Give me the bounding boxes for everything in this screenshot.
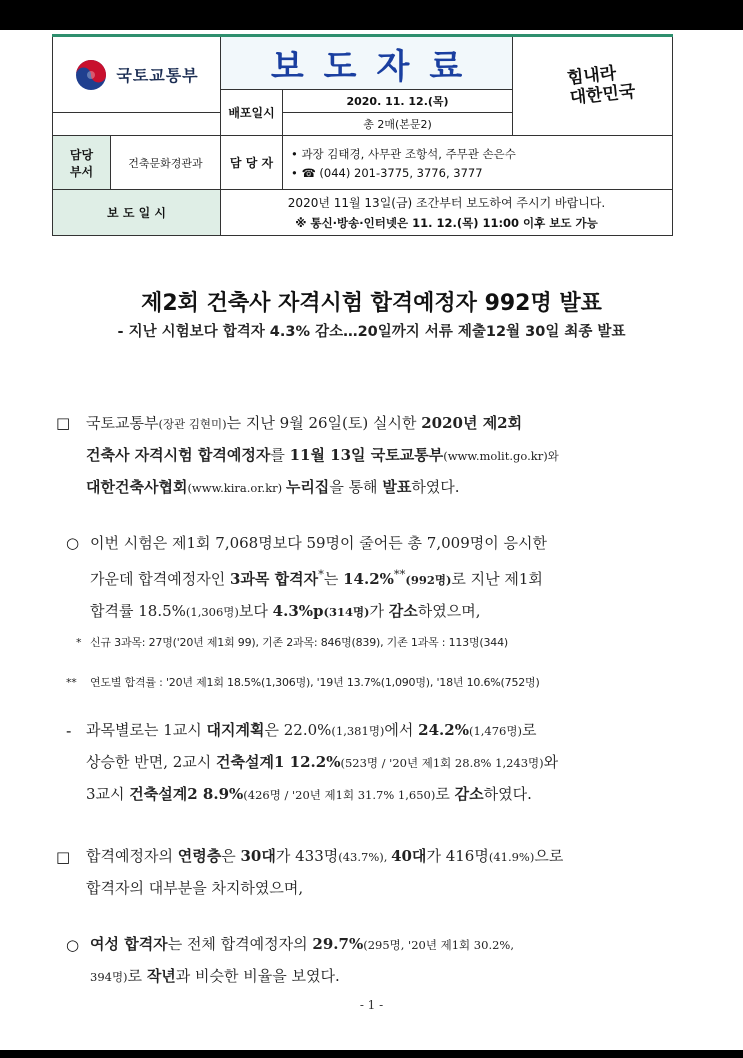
embargo-info	[221, 190, 673, 236]
contact-label: 담 당 자	[221, 136, 283, 190]
embargo-line-1: 2020년 11월 13일(금) 조간부터 보도하여 주시기 바랍니다.	[287, 196, 606, 210]
footnote-2: 연도별 합격률 : '20년 제1회 18.5%(1,306명), '19년 13.7%(1,090명), '18년 10.6%(752명)	[90, 676, 540, 689]
contact-names: • 과장 김태경, 사무관 조항석, 주무관 손은수	[291, 146, 516, 161]
page-number: - 1 -	[359, 998, 384, 1012]
footnote-1: 신규 3과목: 27명('20년 제1회 99), 기존 2과목: 846명(839), 기존 1과목 : 113명(344)	[90, 636, 508, 649]
dash-bullet: -	[66, 722, 72, 740]
taegeuk-logo-icon	[74, 58, 108, 92]
doc-type-title: 보도자료	[270, 46, 483, 87]
headline: 제2회 건축사 자격시험 합격예정자 992명 발표	[141, 291, 602, 316]
square-bullet: □	[56, 414, 71, 432]
bottom-black-bar	[0, 1050, 743, 1058]
paragraph-3: 과목별로는 1교시 대지계획은 22.0%(1,381명)에서 24.2%(1,476명)로 상승한 반면, 2교시 건축설계1 12.2%(523명 / '20년 제1회 28.8% 1,243명)와 3교시 건축설계2 8.9%(426명 / '20년 제1회 31.7% 1,650)로 감소하였다.	[86, 721, 559, 803]
release-date-value: 2020. 11. 12.(목)	[283, 90, 513, 113]
doc-type-cell	[221, 36, 513, 90]
footnote-marker-2: **	[66, 676, 77, 689]
sub-headline: - 지난 시험보다 합격자 4.3% 감소…20일까지 서류 제출12월 30일 최종 발표	[117, 324, 626, 340]
press-release-header	[52, 34, 673, 236]
paragraph-4: 합격예정자의 연령층은 30대가 433명(43.7%), 40대가 416명(41.9%)으로 합격자의 대부분을 차지하였으며,	[86, 847, 564, 897]
paragraph-1: 국토교통부(장관 김현미)는 지난 9월 26일(토) 실시한 2020년 제2회 건축사 자격시험 합격예정자를 11월 13일 국토교통부(www.molit.go.kr)와 대한건축사협회(www.kira.or.kr) 누리집을 통해 발표하였다.	[86, 414, 559, 496]
circle-bullet: ○	[66, 936, 80, 954]
department-value: 건축문화경관과	[111, 136, 221, 190]
ministry-name: 국토교통부	[116, 66, 199, 85]
slogan-cell	[513, 36, 673, 136]
circle-bullet: ○	[66, 534, 80, 552]
contact-info	[283, 136, 673, 190]
square-bullet: □	[56, 848, 71, 866]
footnote-marker-1: *	[76, 636, 82, 649]
slogan-calligraphy: 힘내라 대한민국	[565, 63, 637, 109]
page-count: 총 2매(본문2)	[283, 113, 513, 136]
embargo-line-2: ※ 통신·방송·인터넷은 11. 12.(목) 11:00 이후 보도 가능	[295, 216, 598, 230]
department-label: 담당 부서	[53, 136, 111, 190]
paragraph-5: 여성 합격자는 전체 합격예정자의 29.7%(295명, '20년 제1회 30.2%, 394명)로 작년과 비슷한 비율을 보였다.	[90, 935, 514, 985]
embargo-label: 보 도 일 시	[53, 190, 221, 236]
contact-phone: • ☎ (044) 201-3775, 3776, 3777	[291, 165, 483, 180]
top-black-bar	[0, 0, 743, 30]
paragraph-2: 이번 시험은 제1회 7,068명보다 59명이 줄어든 총 7,009명이 응시한 가운데 합격예정자인 3과목 합격자*는 14.2%**(992명)로 지난 제1회 합격률 18.5%(1,306명)보다 4.3%p(314명)가 감소하였으며,	[90, 534, 547, 620]
release-date-label: 배포일시	[221, 90, 283, 136]
ministry-logo-cell	[53, 36, 221, 113]
